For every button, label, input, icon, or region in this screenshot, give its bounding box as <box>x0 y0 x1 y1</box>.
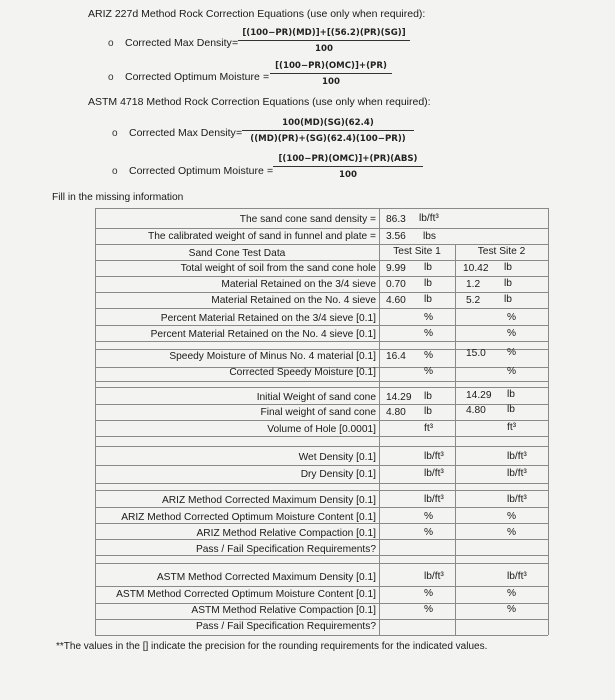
bullet-icon: o <box>112 128 118 139</box>
calibrated-weight-value: 3.56 <box>386 231 406 242</box>
ariz-equations-title: ARIZ 227d Method Rock Correction Equations (use only when required): <box>88 8 426 20</box>
fraction-denominator: 100 <box>322 77 340 87</box>
row-label: Initial Weight of sand cone <box>256 392 376 403</box>
site-1-unit: lb <box>424 278 432 289</box>
table-grid-line <box>95 341 548 342</box>
table-grid-line <box>95 523 548 524</box>
site-1-unit: % <box>424 350 434 361</box>
site-1-unit: lb <box>424 406 432 417</box>
table-grid-line <box>95 490 548 491</box>
test-data-label: Sand Cone Test Data <box>188 248 286 259</box>
site-1-unit: lb/ft³ <box>424 451 444 462</box>
site-2-unit: % <box>507 527 517 538</box>
table-grid-line <box>455 244 456 635</box>
site-2-unit: lb <box>507 389 515 400</box>
site-2-unit: % <box>507 511 517 522</box>
row-label: Corrected Speedy Moisture [0.1] <box>229 367 376 378</box>
site-2-unit: % <box>507 366 517 377</box>
site-1-unit: ft³ <box>424 423 434 434</box>
site-2-unit: % <box>507 347 517 358</box>
table-grid-line <box>95 420 548 421</box>
bullet-icon: o <box>108 72 114 83</box>
fraction-denominator: ((MD)(PR)+(SG)(62.4)(100−PR)) <box>250 134 406 144</box>
table-grid-line <box>95 586 548 587</box>
row-label: ARIZ Method Corrected Optimum Moisture Content [0.1] <box>121 512 376 523</box>
table-grid-line <box>95 308 548 309</box>
ariz-moisture-fraction <box>270 61 392 87</box>
site-1-value[interactable]: 0.70 <box>386 279 406 290</box>
site-1-value[interactable]: 14.29 <box>386 392 412 403</box>
table-grid-line <box>95 387 548 388</box>
site-2-unit: lb <box>504 294 512 305</box>
fraction-numerator: 100(MD)(SG)(62.4) <box>242 118 414 131</box>
astm-density-label: Corrected Max Density <box>129 127 236 139</box>
site-1-unit: lb <box>424 262 432 273</box>
fraction-denominator: 100 <box>315 44 333 54</box>
equals-sign: = <box>267 165 274 177</box>
row-label: Material Retained on the 3/4 sieve <box>221 279 376 290</box>
row-label: ASTM Method Corrected Optimum Moisture Content [0.1] <box>116 589 376 600</box>
astm-moisture-label: Corrected Optimum Moisture <box>129 165 264 177</box>
footnote: **The values in the [] indicate the precision for the rounding requirements for the indicated values. <box>56 641 488 652</box>
table-grid-line <box>95 276 548 277</box>
table-grid-line <box>95 465 548 466</box>
site-1-unit: lb/ft³ <box>424 571 444 582</box>
site-1-unit: lb <box>424 391 432 402</box>
site-2-unit: % <box>507 312 517 323</box>
row-label: ARIZ Method Corrected Maximum Density [0.1] <box>161 495 376 506</box>
site-1-value[interactable]: 4.80 <box>386 407 406 418</box>
site-2-value[interactable]: 4.80 <box>466 405 486 416</box>
table-grid-line <box>95 555 548 556</box>
site-2-unit: lb/ft³ <box>507 451 527 462</box>
table-grid-line <box>95 325 548 326</box>
site-1-unit: % <box>424 527 434 538</box>
test-site-1-header: Test Site 1 <box>393 246 441 257</box>
table-grid-line <box>548 208 549 635</box>
row-label: ARIZ Method Relative Compaction [0.1] <box>196 528 376 539</box>
site-1-unit: % <box>424 328 434 339</box>
sand-density-label: The sand cone sand density = <box>239 214 376 225</box>
table-grid-line <box>95 292 548 293</box>
table-grid-line <box>95 483 548 484</box>
fraction-numerator: [(100−PR)(OMC)]+(PR)(ABS) <box>273 154 423 167</box>
row-label: Wet Density [0.1] <box>298 452 376 463</box>
site-1-value[interactable]: 16.4 <box>386 351 406 362</box>
site-2-unit: ft³ <box>507 422 517 433</box>
site-2-unit: lb/ft³ <box>507 468 527 479</box>
astm-moisture-fraction <box>273 154 423 180</box>
table-grid-line <box>95 635 548 636</box>
site-2-unit: % <box>507 588 517 599</box>
table-grid-line <box>95 539 548 540</box>
row-label: Total weight of soil from the sand cone hole <box>180 263 376 274</box>
equals-sign: = <box>232 37 239 49</box>
site-2-value[interactable]: 15.0 <box>466 348 486 359</box>
table-grid-line <box>95 507 548 508</box>
table-grid-line <box>95 446 548 447</box>
table-grid-line <box>95 260 548 261</box>
table-grid-line <box>95 381 548 382</box>
row-label: Pass / Fail Specification Requirements? <box>195 544 376 555</box>
test-site-2-header: Test Site 2 <box>477 246 526 257</box>
site-1-unit: % <box>424 312 434 323</box>
bullet-icon: o <box>108 38 114 49</box>
table-grid-line <box>95 563 548 564</box>
bullet-icon: o <box>112 166 118 177</box>
site-2-unit: lb <box>507 404 515 415</box>
table-grid-line <box>95 436 548 437</box>
site-1-value[interactable]: 9.99 <box>386 263 406 274</box>
calibrated-weight-unit: lbs <box>423 231 437 242</box>
sand-density-unit: lb/ft³ <box>419 213 439 224</box>
equals-sign: = <box>263 71 270 83</box>
site-1-unit: % <box>424 511 434 522</box>
fraction-numerator: [(100−PR)(OMC)]+(PR) <box>270 61 392 74</box>
site-2-unit: lb <box>504 278 512 289</box>
fraction-denominator: 100 <box>339 170 357 180</box>
ariz-density-label: Corrected Max Density <box>125 37 232 49</box>
equals-sign: = <box>236 127 243 139</box>
row-label: Final weight of sand cone <box>260 407 376 418</box>
table-grid-line <box>95 228 548 229</box>
table-grid-line <box>95 619 548 620</box>
site-1-unit: lb <box>424 294 432 305</box>
astm-density-fraction <box>242 118 414 144</box>
site-2-unit: lb/ft³ <box>507 494 527 505</box>
row-label: Volume of Hole [0.0001] <box>267 424 376 435</box>
row-label: Speedy Moisture of Minus No. 4 material [0.1] <box>169 351 376 362</box>
site-1-unit: lb/ft³ <box>424 494 444 505</box>
table-grid-line <box>379 208 380 635</box>
site-1-value[interactable]: 4.60 <box>386 295 406 306</box>
site-2-unit: % <box>507 604 517 615</box>
table-grid-line <box>95 208 548 209</box>
fraction-numerator: [(100−PR)(MD)]+[(56.2)(PR)(SG)] <box>238 28 410 41</box>
fill-in-label: Fill in the missing information <box>52 192 184 203</box>
ariz-moisture-label: Corrected Optimum Moisture <box>125 71 260 83</box>
site-2-value[interactable]: 5.2 <box>466 295 481 306</box>
site-2-value[interactable]: 10.42 <box>463 263 489 274</box>
table-grid-line <box>95 603 548 604</box>
row-label: Dry Density [0.1] <box>300 469 376 480</box>
site-1-unit: % <box>424 604 434 615</box>
site-2-value[interactable]: 1.2 <box>466 279 481 290</box>
site-1-unit: % <box>424 588 434 599</box>
row-label: Pass / Fail Specification Requirements? <box>195 621 376 632</box>
astm-equations-title: ASTM 4718 Method Rock Correction Equations (use only when required): <box>88 96 431 108</box>
ariz-density-fraction <box>238 28 410 54</box>
row-label: Percent Material Retained on the No. 4 sieve [0.1] <box>150 329 376 340</box>
row-label: ASTM Method Corrected Maximum Density [0.1] <box>156 572 376 583</box>
site-2-value[interactable]: 14.29 <box>466 390 492 401</box>
site-1-unit: lb/ft³ <box>424 468 444 479</box>
sand-density-value: 86.3 <box>386 214 406 225</box>
row-label: ASTM Method Relative Compaction [0.1] <box>191 605 376 616</box>
site-1-unit: % <box>424 366 434 377</box>
site-2-unit: lb/ft³ <box>507 571 527 582</box>
site-2-unit: lb <box>504 262 512 273</box>
row-label: Material Retained on the No. 4 sieve <box>211 295 376 306</box>
table-grid-line <box>95 244 548 245</box>
site-2-unit: % <box>507 328 517 339</box>
calibrated-weight-label: The calibrated weight of sand in funnel and plate = <box>148 231 376 242</box>
row-label: Percent Material Retained on the 3/4 sieve [0.1] <box>160 313 376 324</box>
